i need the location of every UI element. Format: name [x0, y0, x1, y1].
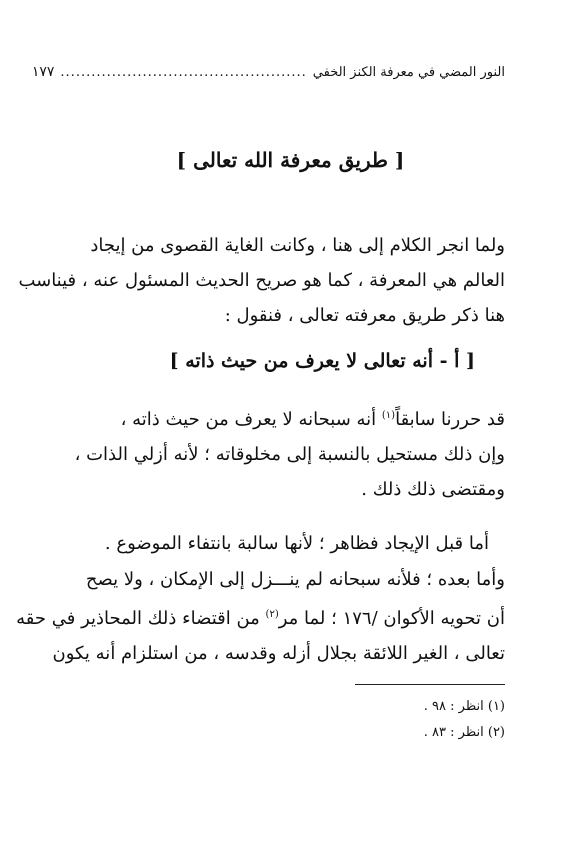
paragraph-after-creation: [16, 562, 505, 671]
text-line: تعالى ، الغير اللائقة بجلال أزله وقدسه ، من استلزام أنه يكون: [52, 643, 505, 664]
text-segment: أنه سبحانه لا يعرف من حيث ذاته ،: [120, 409, 382, 430]
text-line: ولما انجر الكلام إلى هنا ، وكانت الغاية القصوى من إيجاد: [90, 235, 505, 256]
text-line: هنا ذكر طريق معرفته تعالى ، فنقول :: [224, 305, 505, 326]
footnote-separator: [355, 684, 505, 685]
footnote-marker: (٢): [265, 609, 279, 620]
section-heading: [ طريق معرفة الله تعالى ]: [176, 148, 405, 172]
text-line: أما قبل الإيجاد فظاهر ؛ لأنها سالبة بانتفاء الموضوع .: [104, 533, 489, 554]
text-line: [16, 597, 505, 636]
paragraph-before-creation: [76, 526, 489, 561]
text-line: [76, 398, 505, 437]
subsection-heading: [ أ - أنه تعالى لا يعرف من حيث ذاته ]: [169, 350, 475, 372]
header-dot-leader: ................................................: [60, 65, 307, 80]
text-segment: قد حررنا سابقاً: [395, 409, 505, 430]
text-line: العالم هي المعرفة ، كما هو صريح الحديث المسئول عنه ، فيناسب: [18, 270, 505, 291]
footnotes: [424, 694, 505, 746]
page-number: ١٧٧: [31, 64, 55, 80]
text-segment: أن تحويه الأكوان /١٧٦ ؛ لما مر: [278, 608, 505, 629]
text-line: وأما بعده ؛ فلأنه سبحانه لم ينـــزل إلى الإمكان ، ولا يصح: [85, 569, 505, 590]
footnote-marker: (١): [381, 410, 396, 421]
footnote: (٢) انظر : ٨٣ .: [423, 725, 505, 740]
text-line: وإن ذلك مستحيل بالنسبة إلى مخلوقاته ؛ لأنه أزلي الذات ،: [74, 444, 505, 465]
text-line: ومقتضى ذلك ذلك .: [361, 479, 505, 500]
running-header: [31, 64, 505, 80]
header-book-title: النور المضي في معرفة الكنز الخفي: [312, 65, 505, 80]
paragraph-essence: [76, 398, 505, 507]
footnote: (١) انظر : ٩٨ .: [423, 699, 505, 714]
text-segment: من اقتضاء ذلك المحاذير في حقه: [16, 608, 266, 629]
paragraph-intro: [18, 228, 505, 333]
